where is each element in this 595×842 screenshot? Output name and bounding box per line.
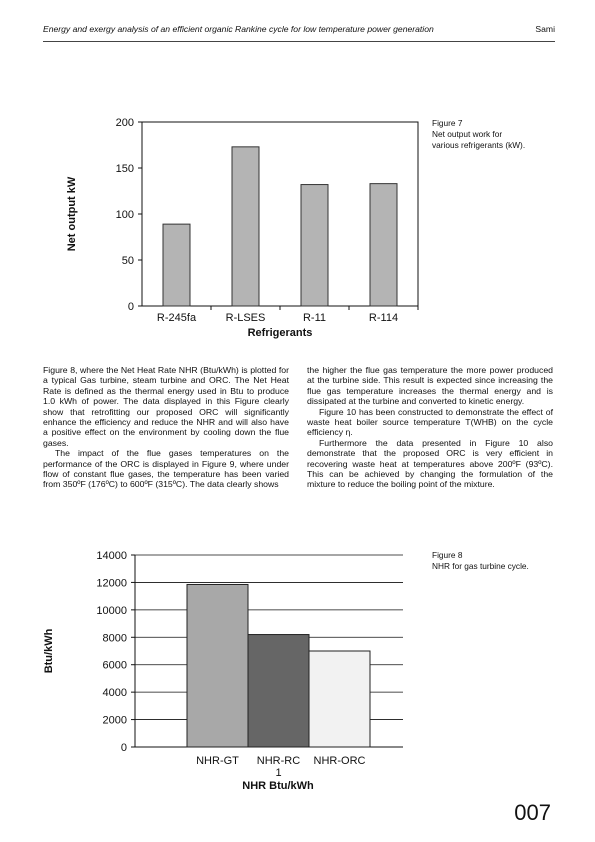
paragraph: The impact of the flue gases temperatures on the performance of the ORC is displayed in Figure 9, where under flow of constant flue gases, the temperature has been varied from 350ºF (176ºC) to 600ºF (315ºC). The data clearly shows bbox=[43, 448, 289, 490]
y-tick-label: 6000 bbox=[102, 659, 127, 672]
bar bbox=[187, 584, 248, 747]
x-tick-label: R-245fa bbox=[156, 312, 197, 324]
paragraph: Figure 10 has been constructed to demonstrate the effect of waste heat boiler source temperature T(WHB) on the cycle efficiency η. bbox=[307, 406, 553, 438]
y-tick-label: 50 bbox=[121, 255, 134, 267]
y-tick-label: 0 bbox=[127, 301, 134, 313]
bar bbox=[309, 651, 370, 747]
x-tick-label: R-LSES bbox=[225, 312, 266, 324]
y-axis-label: Btu/kWh bbox=[43, 628, 55, 674]
x-axis-label: NHR Btu/kWh bbox=[242, 780, 314, 792]
y-axis-label: Net output kW bbox=[66, 176, 78, 252]
caption-line: NHR for gas turbine cycle. bbox=[432, 561, 529, 571]
running-author: Sami bbox=[535, 24, 555, 34]
x-tick-label: NHR-RC bbox=[256, 755, 301, 767]
y-tick-label: 10000 bbox=[96, 604, 127, 617]
page-number: 007 bbox=[514, 800, 551, 825]
paragraph: Figure 8, where the Net Heat Rate NHR (Btu/kWh) is plotted for a typical Gas turbine, steam turbine and ORC. The Net Heat Rate is defined as the thermal energy used in Btu to produce 1.0 kWh of power. The data displayed in this Figure clearly show that retrofitting our proposed ORC will significantly enhance the efficiency and reduce the NHR and will also have a positive effect on the environment by cooling down the flue gases. bbox=[43, 365, 289, 448]
y-tick-label: 4000 bbox=[102, 687, 127, 700]
paragraph: the higher the flue gas temperature the more power produced at the turbine side. This result is expected since increasing the flue gas temperature increases the thermal energy and is dissipated at the turbine and converted to kinetic energy. bbox=[307, 365, 553, 407]
x-tick-label: R-11 bbox=[302, 312, 327, 324]
x-tick-label: 1 bbox=[275, 767, 282, 779]
y-tick-label: 0 bbox=[120, 742, 127, 754]
running-title: Energy and exergy analysis of an efficient organic Rankine cycle for low temperature power generation bbox=[43, 24, 434, 34]
y-tick-label: 12000 bbox=[96, 577, 127, 590]
y-tick-label: 100 bbox=[115, 209, 134, 221]
x-axis-label: Refrigerants bbox=[247, 327, 313, 339]
y-tick-label: 8000 bbox=[102, 632, 127, 645]
figure-8-caption bbox=[432, 550, 529, 572]
x-tick-label: NHR-GT bbox=[196, 755, 239, 767]
x-tick-label: R-114 bbox=[368, 312, 399, 324]
paragraph: Furthermore the data presented in Figure 10 also demonstrate that the proposed ORC is very efficient in recovering waste heat at temperatures above 200ºF (93ºC). This can be achieved by changing the formulation of the mixture to reduce the boiling point of the mixture. bbox=[307, 437, 553, 490]
y-tick-label: 200 bbox=[115, 117, 134, 129]
caption-line: Figure 7 bbox=[432, 118, 463, 128]
y-tick-label: 150 bbox=[115, 163, 134, 175]
y-tick-label: 14000 bbox=[96, 550, 127, 562]
x-tick-label: NHR-ORC bbox=[313, 755, 366, 767]
y-tick-label: 2000 bbox=[102, 714, 127, 727]
caption-line: Figure 8 bbox=[432, 550, 463, 560]
bar bbox=[248, 635, 309, 747]
caption-line: various refrigerants (kW). bbox=[432, 140, 526, 150]
caption-line: Net output work for bbox=[432, 129, 503, 139]
